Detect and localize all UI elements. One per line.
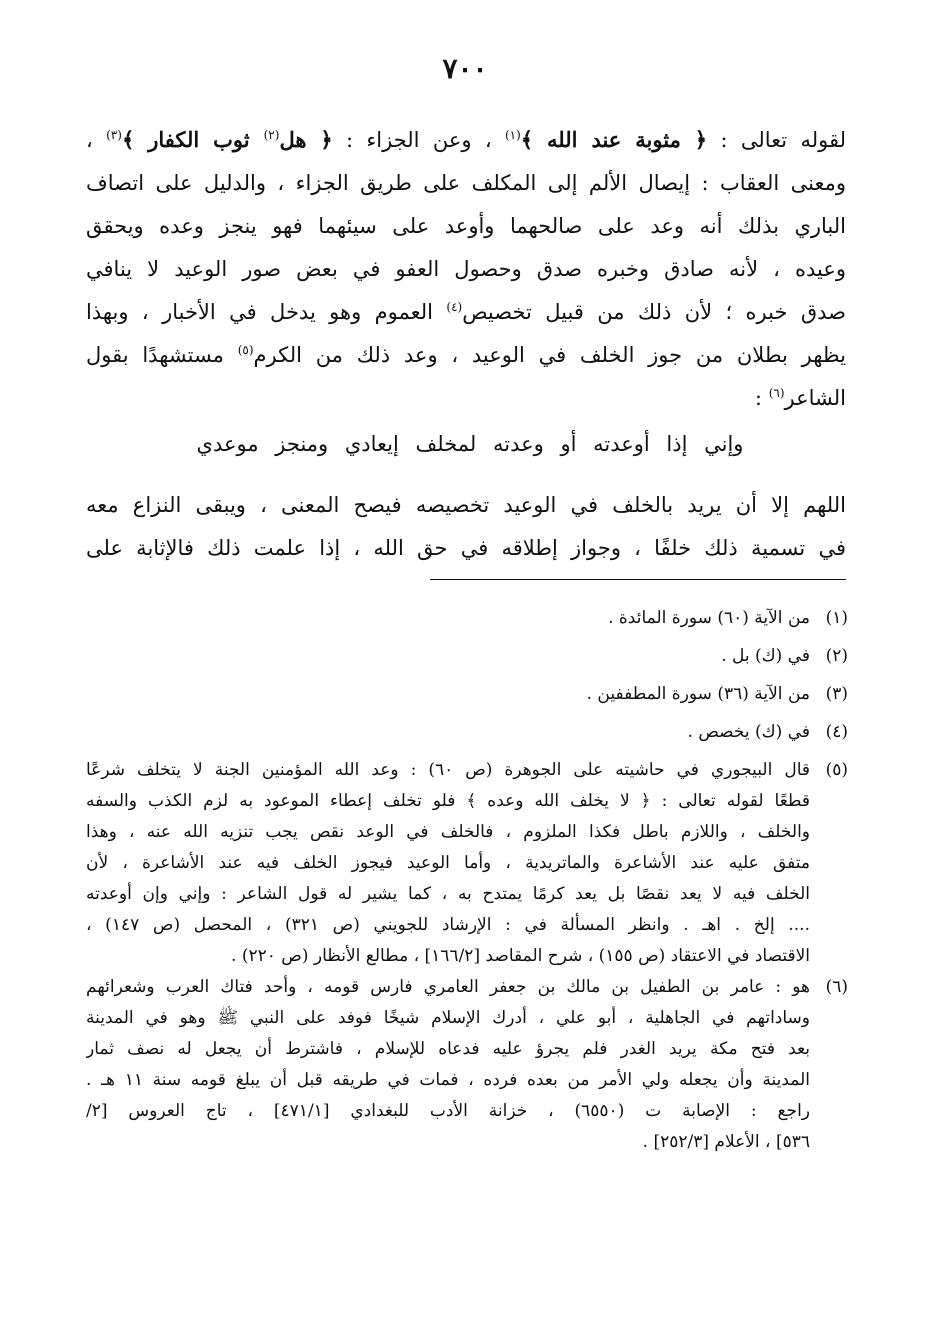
main-text-line xyxy=(86,334,846,377)
text-segment: يظهر بطلان من جوز الخلف في الوعيد ، وعد ذلك من الكرم xyxy=(253,343,846,367)
footnote xyxy=(86,641,848,672)
text-segment: لقوله تعالى : xyxy=(707,128,846,152)
footnote-number: (٣) xyxy=(825,684,848,704)
footnote-line: قطعًا لقوله تعالى : ﴿ لا يخلف الله وعده ﴾ فلو تخلف إعطاء الموعود به لزم الكذب والسفه xyxy=(86,791,810,811)
footnote-line: من الآية (٣٦) سورة المطففين . xyxy=(586,684,810,704)
footnote xyxy=(86,603,848,634)
footnote-number: (٥) xyxy=(825,760,848,780)
page-number: ٧٠٠ xyxy=(442,52,488,85)
text-segment: ثوب الكفار ﴾ xyxy=(121,127,264,152)
footnote xyxy=(86,717,848,748)
footnote-number: (١) xyxy=(825,608,848,628)
footnote-ref: (٣) xyxy=(106,128,122,142)
footnote-ref: (٦) xyxy=(768,386,785,400)
footnote-line: من الآية (٦٠) سورة المائدة . xyxy=(608,608,810,628)
text-segment: : xyxy=(754,386,769,410)
footnote-line: هو : عامر بن الطفيل بن مالك بن جعفر العامري فارس قومه ، وأحد فتاك العرب وشعرائهم xyxy=(86,977,810,997)
footnote-line: .... إلخ . اهـ . وانظر المسألة في : الإرشاد للجويني (ص ٣٢١) ، المحصل (ص ١٤٧) ، xyxy=(86,915,810,935)
main-text-line: اللهم إلا أن يريد بالخلف في الوعيد تخصيصه فيصح المعنى ، ويبقى النزاع معه xyxy=(86,493,846,517)
main-text-line: الباري بذلك أنه وعد على صالحهما وأوعد على سيئهما فهو ينجز وعده ويحقق xyxy=(86,214,846,238)
footnote-line: متفق عليه عند الأشاعرة والماتريدية ، وأما الوعيد فيجوز الخلف فيه عند الأشاعرة ، لأن xyxy=(86,853,810,873)
footnote-line: الخلف فيه لا يعد نقصًا بل يعد كرمًا يمتدح به ، كما يشير له قول الشاعر : وإني وإن أوعدته xyxy=(86,884,810,904)
footnote xyxy=(86,679,848,710)
footnote xyxy=(86,972,848,1158)
text-segment: ، xyxy=(86,128,107,152)
main-text-line: ومعنى العقاب : إيصال الألم إلى المكلف على طريق الجزاء ، والدليل على اتصاف xyxy=(86,171,846,195)
footnote-line: المدينة وأن يجعله ولي الأمر من بعده فرده ، فمات في طريقه قبل أن يبلغ قومه سنة ١١ هـ . xyxy=(86,1070,810,1090)
main-text-line: في تسمية ذلك خلفًا ، وجواز إطلاقه في حق الله ، إذا علمت ذلك فالإثابة على xyxy=(86,536,846,560)
text-segment: ﴿ هل xyxy=(279,127,333,152)
footnote-line: وساداتهم في الجاهلية ، أبو علي ، أدرك الإسلام شيخًا فوفد على النبي ﷺ وهو في المدينة xyxy=(86,1008,810,1028)
footnote-ref: (١) xyxy=(504,128,521,142)
footnotes-block xyxy=(86,603,848,1158)
footnote-line: في (ك) بل . xyxy=(721,646,810,666)
footnote-line: الاقتصاد في الاعتقاد (ص ١٥٥) ، شرح المقاصد [١٦٦/٢] ، مطالع الأنظار (ص ٢٢٠) . xyxy=(231,946,810,966)
text-segment: صدق خبره ؛ لأن ذلك من قبيل تخصيص xyxy=(462,300,846,324)
footnote-ref: (٥) xyxy=(237,343,254,357)
footnote-number: (٤) xyxy=(825,722,848,742)
main-text-block xyxy=(86,118,846,420)
main-text-continuation xyxy=(86,484,846,570)
footnote-line: ٥٣٦] ، الأعلام [٢٥٢/٣] . xyxy=(642,1132,810,1152)
main-text-line xyxy=(86,377,846,420)
footnote-ref: (٢) xyxy=(263,128,280,142)
footnote-number: (٦) xyxy=(825,977,848,997)
text-segment: الشاعر xyxy=(784,386,846,410)
text-segment: مستشهدًا بقول xyxy=(86,343,238,367)
main-text-line xyxy=(86,118,846,162)
text-segment: ، وعن الجزاء : xyxy=(332,128,505,152)
footnote-number: (٢) xyxy=(825,646,848,666)
main-text-line: وعيده ، لأنه صادق وخبره صدق وحصول العفو في بعض صور الوعيد لا ينافي xyxy=(86,257,846,281)
poem-line: وإني إذا أوعدته أو وعدته لمخلف إيعادي ومنجز موعدي xyxy=(196,432,744,456)
footnote-separator xyxy=(430,579,846,580)
text-segment: العموم وهو يدخل في الأخبار ، وبهذا xyxy=(86,300,447,324)
footnote-line: بعد فتح مكة يريد الغدر فلم يجرؤ عليه فدعاه للإسلام ، فاشترط أن يجعل له نصف ثمار xyxy=(86,1039,810,1059)
footnote-line: والخلف ، واللازم باطل فكذا الملزوم ، فالخلف في الوعد نقص يجب تنزيه الله عنه ، وهذا xyxy=(86,822,810,842)
footnote-ref: (٤) xyxy=(446,300,463,314)
main-text-line xyxy=(86,291,846,334)
footnote-line: راجع : الإصابة ت (٦٥٥٠) ، خزانة الأدب للبغدادي [٤٧١/١] ، تاج العروس [٢/ xyxy=(86,1101,810,1121)
footnote-line: قال البيجوري في حاشيته على الجوهرة (ص ٦٠) : وعد الله المؤمنين الجنة لا يتخلف شرعًا xyxy=(86,760,810,780)
footnote-line: في (ك) يخصص . xyxy=(687,722,810,742)
text-segment: ﴿ مثوبة عند الله ﴾ xyxy=(520,127,708,152)
footnote xyxy=(86,755,848,972)
